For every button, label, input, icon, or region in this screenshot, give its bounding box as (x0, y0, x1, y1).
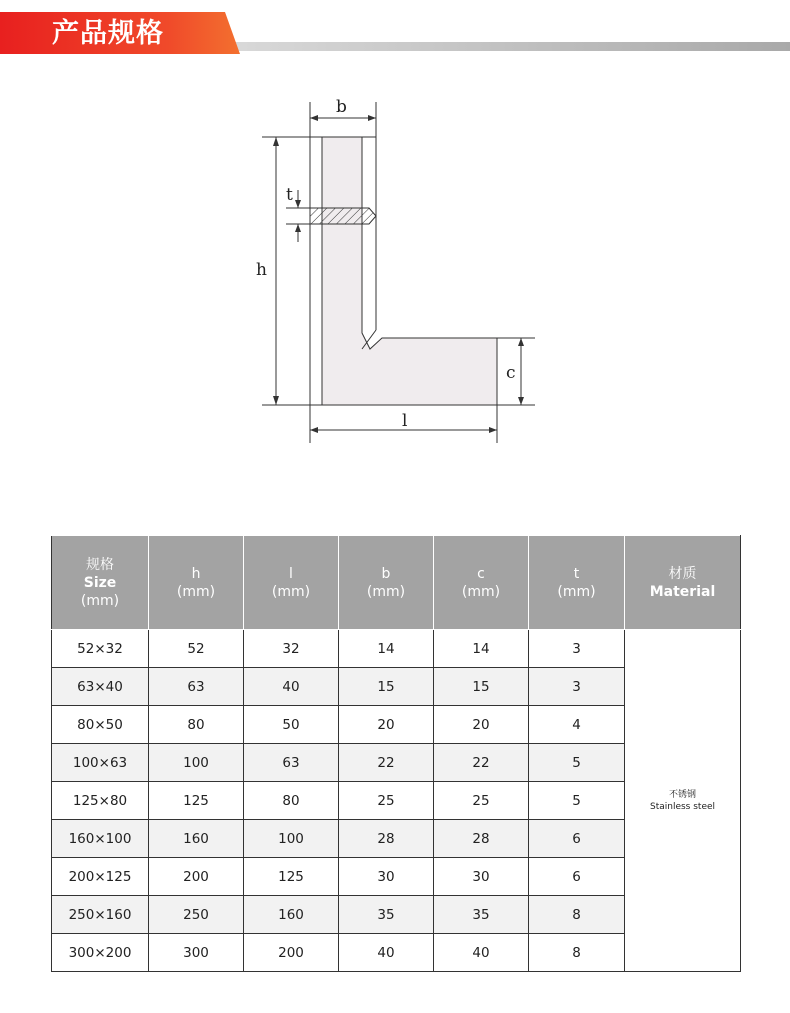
cell-c: 20 (434, 706, 529, 744)
cell-b: 14 (339, 630, 434, 668)
cell-size: 63×40 (52, 668, 149, 706)
cell-l: 63 (244, 744, 339, 782)
cell-l: 80 (244, 782, 339, 820)
table-row (52, 630, 741, 668)
cell-c: 35 (434, 896, 529, 934)
cell-b: 15 (339, 668, 434, 706)
cell-material: 不锈钢 Stainless steel (625, 630, 741, 972)
cell-l: 100 (244, 820, 339, 858)
thickness-section (310, 208, 376, 224)
cell-l: 125 (244, 858, 339, 896)
cell-h: 52 (149, 630, 244, 668)
cell-h: 63 (149, 668, 244, 706)
cell-t: 4 (529, 706, 625, 744)
cell-c: 25 (434, 782, 529, 820)
cell-t: 6 (529, 820, 625, 858)
cell-b: 40 (339, 934, 434, 972)
cell-l: 200 (244, 934, 339, 972)
cell-t: 5 (529, 782, 625, 820)
cell-h: 80 (149, 706, 244, 744)
cell-b: 20 (339, 706, 434, 744)
cell-size: 160×100 (52, 820, 149, 858)
cell-l: 160 (244, 896, 339, 934)
cell-l: 50 (244, 706, 339, 744)
cell-b: 22 (339, 744, 434, 782)
cell-t: 5 (529, 744, 625, 782)
table-header-row (52, 536, 741, 630)
cell-b: 25 (339, 782, 434, 820)
cell-t: 8 (529, 934, 625, 972)
cell-t: 3 (529, 630, 625, 668)
cell-h: 250 (149, 896, 244, 934)
cell-t: 6 (529, 858, 625, 896)
cell-c: 14 (434, 630, 529, 668)
cell-size: 200×125 (52, 858, 149, 896)
cell-c: 40 (434, 934, 529, 972)
dim-label-t: t (286, 185, 293, 205)
angle-profile-diagram (0, 0, 790, 470)
dim-label-h: h (256, 260, 267, 280)
cell-t: 3 (529, 668, 625, 706)
cell-l: 32 (244, 630, 339, 668)
cell-h: 200 (149, 858, 244, 896)
cell-size: 100×63 (52, 744, 149, 782)
cell-b: 35 (339, 896, 434, 934)
header-l: l (mm) (244, 536, 339, 630)
profile-shape (322, 137, 497, 405)
cell-c: 22 (434, 744, 529, 782)
header-h: h (mm) (149, 536, 244, 630)
cell-size: 250×160 (52, 896, 149, 934)
cell-h: 125 (149, 782, 244, 820)
header-material: 材质 Material (625, 536, 741, 630)
spec-table (51, 535, 741, 972)
header-size: 规格 Size (mm) (52, 536, 149, 630)
cell-size: 300×200 (52, 934, 149, 972)
header-c: c (mm) (434, 536, 529, 630)
header-t: t (mm) (529, 536, 625, 630)
cell-b: 30 (339, 858, 434, 896)
cell-c: 30 (434, 858, 529, 896)
section-title: 产品规格 (52, 18, 164, 49)
cell-h: 160 (149, 820, 244, 858)
cell-size: 52×32 (52, 630, 149, 668)
cell-h: 100 (149, 744, 244, 782)
cell-size: 80×50 (52, 706, 149, 744)
cell-t: 8 (529, 896, 625, 934)
cell-b: 28 (339, 820, 434, 858)
header-b: b (mm) (339, 536, 434, 630)
cell-h: 300 (149, 934, 244, 972)
cell-c: 28 (434, 820, 529, 858)
cell-l: 40 (244, 668, 339, 706)
dim-label-c: c (506, 363, 516, 383)
cell-c: 15 (434, 668, 529, 706)
cell-size: 125×80 (52, 782, 149, 820)
dim-label-l: l (402, 411, 408, 431)
dim-label-b: b (336, 97, 347, 117)
